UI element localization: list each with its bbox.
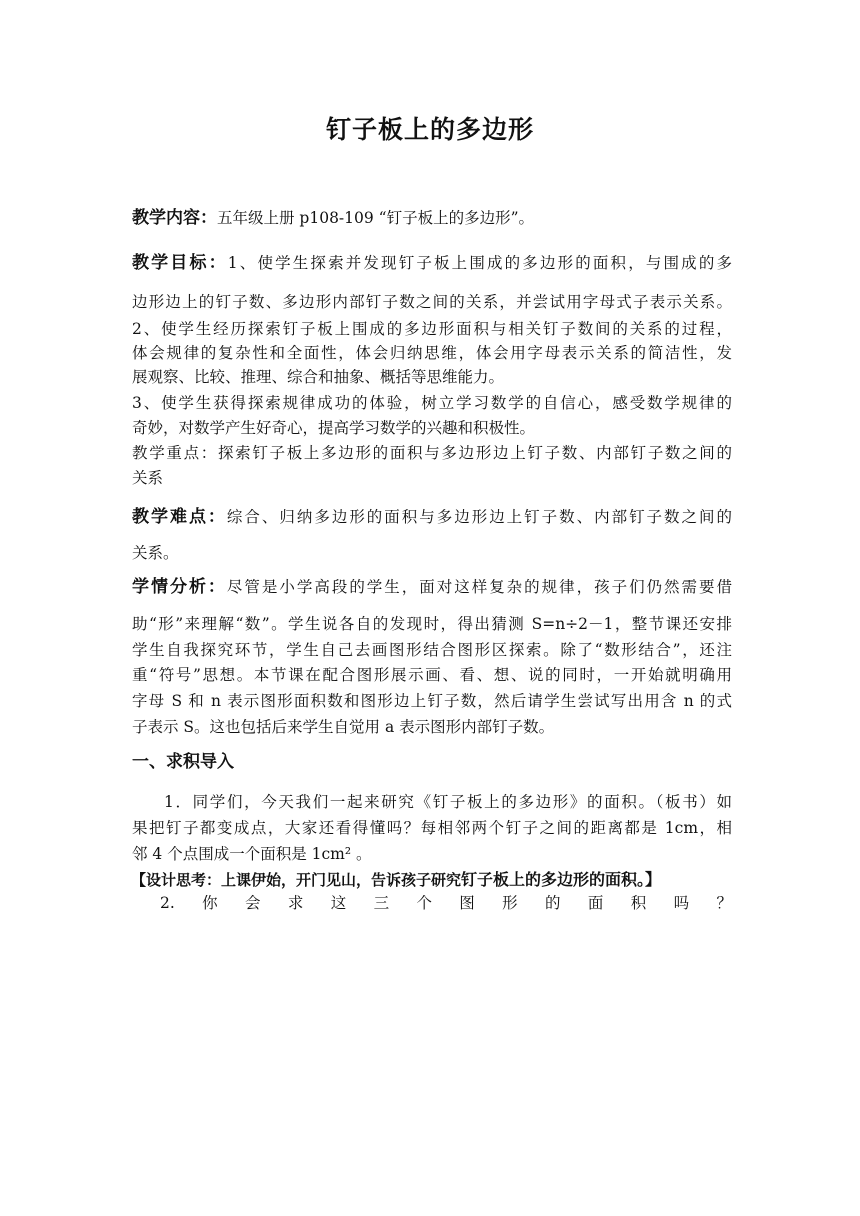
goals-line-4: 体会规律的复杂性和全面性，体会归纳思维，体会用字母表示关系的简洁性，发	[132, 344, 732, 362]
analysis-line-4: 重“符号”思想。本节课在配合图形展示画、看、想、说的同时，一开始就明确用	[132, 666, 732, 684]
section-p1-line-1: 1．同学们，今天我们一起来研究《钉子板上的多边形》的面积。（板书）如	[164, 793, 732, 811]
difficulty-line-1	[132, 505, 732, 529]
question-2-char: 个	[416, 894, 432, 912]
content-text: 五年级上册 p108-109 “钉子板上的多边形”。	[217, 209, 535, 227]
analysis-line-2: 助“形”来理解“数”。学生说各自的发现时，得出猜测 S=n÷2－1，整节课还安排	[132, 615, 732, 633]
section-p1-line-2: 果把钉子都变成点，大家还看得懂吗？每相邻两个钉子之间的距离都是 1cm，相	[132, 819, 732, 837]
goals-label: 教学目标：	[132, 253, 228, 273]
analysis-line-5: 字母 S 和 n 表示图形面积数和图形边上钉子数，然后请学生尝试写出用含 n 的式	[132, 692, 732, 710]
analysis-text-1: 尽管是小学高段的学生，面对这样复杂的规律，孩子们仍然需要借	[226, 578, 732, 596]
question-2-char: 形	[502, 894, 518, 912]
question-2-char: ？	[716, 894, 732, 912]
goals-text-1: 1、使学生探索并发现钉子板上围成的多边形的面积，与围成的多	[227, 254, 732, 272]
design-thought	[131, 868, 731, 892]
goals-line-1	[132, 251, 732, 275]
content-line	[132, 206, 732, 230]
question-2-char: 面	[587, 894, 604, 912]
analysis-line-1	[132, 575, 732, 599]
question-2-char: 三	[373, 894, 390, 912]
goals-line-7: 奇妙，对数学产生好奇心，提高学习数学的兴趣和积极性。	[132, 419, 536, 437]
question-2-char: 的	[545, 894, 561, 912]
question-2-char: 积	[630, 894, 647, 912]
design-thought-open: 【设计思考：上课伊始，开门见山，告诉孩子研究	[131, 871, 462, 889]
goals-line-2: 边形边上的钉子数、多边形内部钉子数之间的关系，并尝试用字母式子表示关系。	[132, 293, 732, 311]
question-2-char: 会	[245, 894, 261, 912]
analysis-label: 学情分析：	[132, 577, 227, 597]
question-2-char: 求	[287, 894, 304, 912]
design-thought-close: 钉子板上的多边形的面积。】	[461, 870, 662, 889]
question-2-char: 图	[459, 894, 475, 912]
page-title: 钉子板上的多边形	[325, 115, 534, 144]
question-2-char: 你	[202, 894, 218, 912]
key-point-line-2: 关系	[132, 469, 164, 487]
difficulty-line-2: 关系。	[132, 544, 179, 562]
question-2-char: 这	[330, 894, 347, 912]
key-point-line-1: 教学重点：探索钉子板上多边形的面积与多边形边上钉子数、内部钉子数之间的	[132, 444, 732, 462]
goals-line-3: 2、使学生经历探索钉子板上围成的多边形面积与相关钉子数间的关系的过程，	[132, 320, 732, 338]
goals-line-5: 展观察、比较、推理、综合和抽象、概括等思维能力。	[132, 368, 505, 386]
analysis-line-3: 学生自我探究环节，学生自己去画图形结合图形区探索。除了“数形结合”，还注	[132, 641, 732, 659]
question-2-char: 吗	[673, 894, 690, 912]
difficulty-label: 教学难点：	[132, 507, 227, 527]
difficulty-text-1: 综合、归纳多边形的面积与多边形边上钉子数、内部钉子数之间的	[226, 508, 732, 526]
section-heading: 一、求积导入	[132, 752, 234, 772]
question-2-char: 2.	[160, 894, 175, 912]
analysis-line-6: 子表示 S。这也包括后来学生自觉用 a 表示图形内部钉子数。	[132, 718, 555, 736]
section-p1-line-3: 邻 4 个点围成一个面积是 1cm² 。	[132, 845, 372, 863]
goals-line-6: 3、使学生获得探索规律成功的体验，树立学习数学的自信心，感受数学规律的	[132, 394, 732, 412]
content-label: 教学内容：	[132, 208, 217, 228]
question-2-line	[160, 891, 732, 915]
